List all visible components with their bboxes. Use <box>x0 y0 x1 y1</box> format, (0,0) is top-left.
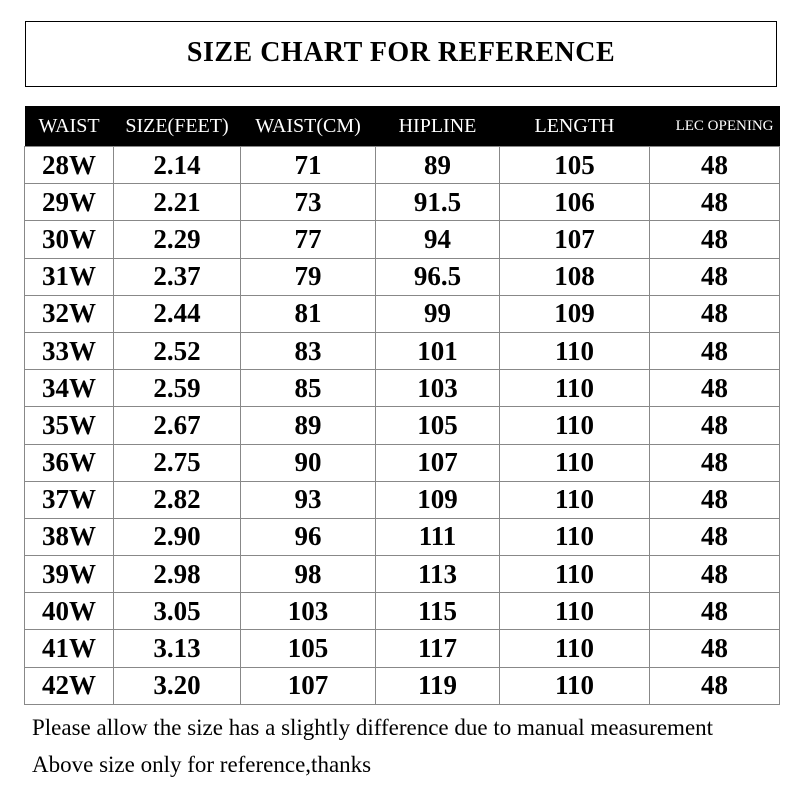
cell-waist-cm: 93 <box>241 481 376 518</box>
cell-length: 105 <box>500 147 650 184</box>
title-box <box>25 21 777 87</box>
cell-waist-cm: 103 <box>241 593 376 630</box>
cell-hipline: 99 <box>376 295 500 332</box>
cell-waist-cm: 107 <box>241 667 376 704</box>
table-row <box>25 667 780 704</box>
cell-waist: 42W <box>25 667 114 704</box>
cell-waist-cm: 98 <box>241 556 376 593</box>
cell-hipline: 107 <box>376 444 500 481</box>
table-row <box>25 370 780 407</box>
cell-size-feet: 3.05 <box>114 593 241 630</box>
cell-hipline: 105 <box>376 407 500 444</box>
cell-waist-cm: 77 <box>241 221 376 258</box>
cell-waist: 34W <box>25 370 114 407</box>
cell-size-feet: 2.21 <box>114 184 241 221</box>
cell-size-feet: 2.98 <box>114 556 241 593</box>
cell-leg-opening: 48 <box>650 147 780 184</box>
page-title: SIZE CHART FOR REFERENCE <box>186 37 616 68</box>
table-row <box>25 630 780 667</box>
measurement-note: Please allow the size has a slightly difference due to manual measurement <box>32 715 714 740</box>
cell-hipline: 96.5 <box>376 258 500 295</box>
cell-length: 107 <box>500 221 650 258</box>
cell-waist-cm: 83 <box>241 332 376 369</box>
header-waist: WAIST <box>25 106 114 147</box>
cell-length: 110 <box>500 667 650 704</box>
table-row <box>25 221 780 258</box>
cell-length: 110 <box>500 370 650 407</box>
cell-waist: 36W <box>25 444 114 481</box>
table-row <box>25 332 780 369</box>
reference-note: Above size only for reference,thanks <box>32 752 372 777</box>
table-body <box>25 147 780 705</box>
size-chart-table <box>24 106 780 705</box>
cell-hipline: 113 <box>376 556 500 593</box>
cell-hipline: 119 <box>376 667 500 704</box>
cell-hipline: 103 <box>376 370 500 407</box>
cell-length: 110 <box>500 630 650 667</box>
cell-size-feet: 2.14 <box>114 147 241 184</box>
cell-size-feet: 3.20 <box>114 667 241 704</box>
cell-waist-cm: 85 <box>241 370 376 407</box>
cell-size-feet: 2.75 <box>114 444 241 481</box>
table-row <box>25 444 780 481</box>
cell-hipline: 117 <box>376 630 500 667</box>
cell-leg-opening: 48 <box>650 481 780 518</box>
cell-leg-opening: 48 <box>650 444 780 481</box>
cell-waist-cm: 79 <box>241 258 376 295</box>
cell-leg-opening: 48 <box>650 518 780 555</box>
cell-length: 110 <box>500 518 650 555</box>
table-row <box>25 481 780 518</box>
table-row <box>25 518 780 555</box>
cell-waist: 39W <box>25 556 114 593</box>
cell-size-feet: 3.13 <box>114 630 241 667</box>
cell-waist: 40W <box>25 593 114 630</box>
cell-size-feet: 2.59 <box>114 370 241 407</box>
table-row <box>25 295 780 332</box>
cell-size-feet: 2.90 <box>114 518 241 555</box>
header-waist-cm: WAIST(CM) <box>241 106 376 147</box>
cell-size-feet: 2.82 <box>114 481 241 518</box>
cell-length: 110 <box>500 332 650 369</box>
cell-leg-opening: 48 <box>650 221 780 258</box>
cell-waist: 29W <box>25 184 114 221</box>
table-row <box>25 184 780 221</box>
cell-hipline: 111 <box>376 518 500 555</box>
cell-size-feet: 2.52 <box>114 332 241 369</box>
table-header-row <box>25 106 780 147</box>
cell-length: 110 <box>500 593 650 630</box>
cell-length: 110 <box>500 407 650 444</box>
header-length: LENGTH <box>500 106 650 147</box>
cell-leg-opening: 48 <box>650 593 780 630</box>
cell-leg-opening: 48 <box>650 370 780 407</box>
cell-leg-opening: 48 <box>650 184 780 221</box>
cell-hipline: 94 <box>376 221 500 258</box>
cell-hipline: 101 <box>376 332 500 369</box>
cell-hipline: 91.5 <box>376 184 500 221</box>
cell-leg-opening: 48 <box>650 295 780 332</box>
table-row <box>25 556 780 593</box>
cell-waist: 30W <box>25 221 114 258</box>
header-hipline: HIPLINE <box>376 106 500 147</box>
cell-length: 106 <box>500 184 650 221</box>
cell-hipline: 109 <box>376 481 500 518</box>
cell-waist-cm: 89 <box>241 407 376 444</box>
cell-size-feet: 2.67 <box>114 407 241 444</box>
cell-waist-cm: 71 <box>241 147 376 184</box>
cell-waist: 33W <box>25 332 114 369</box>
cell-length: 110 <box>500 481 650 518</box>
cell-leg-opening: 48 <box>650 630 780 667</box>
cell-length: 109 <box>500 295 650 332</box>
header-leg-opening: LEC OPENING <box>650 106 780 147</box>
cell-waist-cm: 96 <box>241 518 376 555</box>
cell-waist: 32W <box>25 295 114 332</box>
table-row <box>25 147 780 184</box>
table-row <box>25 258 780 295</box>
cell-length: 108 <box>500 258 650 295</box>
header-size-feet: SIZE(FEET) <box>114 106 241 147</box>
cell-length: 110 <box>500 556 650 593</box>
cell-waist: 41W <box>25 630 114 667</box>
cell-size-feet: 2.37 <box>114 258 241 295</box>
cell-size-feet: 2.29 <box>114 221 241 258</box>
cell-waist: 37W <box>25 481 114 518</box>
cell-waist: 31W <box>25 258 114 295</box>
cell-hipline: 115 <box>376 593 500 630</box>
cell-leg-opening: 48 <box>650 556 780 593</box>
cell-length: 110 <box>500 444 650 481</box>
cell-waist: 28W <box>25 147 114 184</box>
cell-leg-opening: 48 <box>650 407 780 444</box>
cell-leg-opening: 48 <box>650 667 780 704</box>
cell-waist: 35W <box>25 407 114 444</box>
table-row <box>25 407 780 444</box>
table-row <box>25 593 780 630</box>
cell-waist: 38W <box>25 518 114 555</box>
cell-waist-cm: 105 <box>241 630 376 667</box>
cell-waist-cm: 73 <box>241 184 376 221</box>
cell-waist-cm: 81 <box>241 295 376 332</box>
cell-hipline: 89 <box>376 147 500 184</box>
cell-leg-opening: 48 <box>650 258 780 295</box>
cell-leg-opening: 48 <box>650 332 780 369</box>
cell-size-feet: 2.44 <box>114 295 241 332</box>
cell-waist-cm: 90 <box>241 444 376 481</box>
